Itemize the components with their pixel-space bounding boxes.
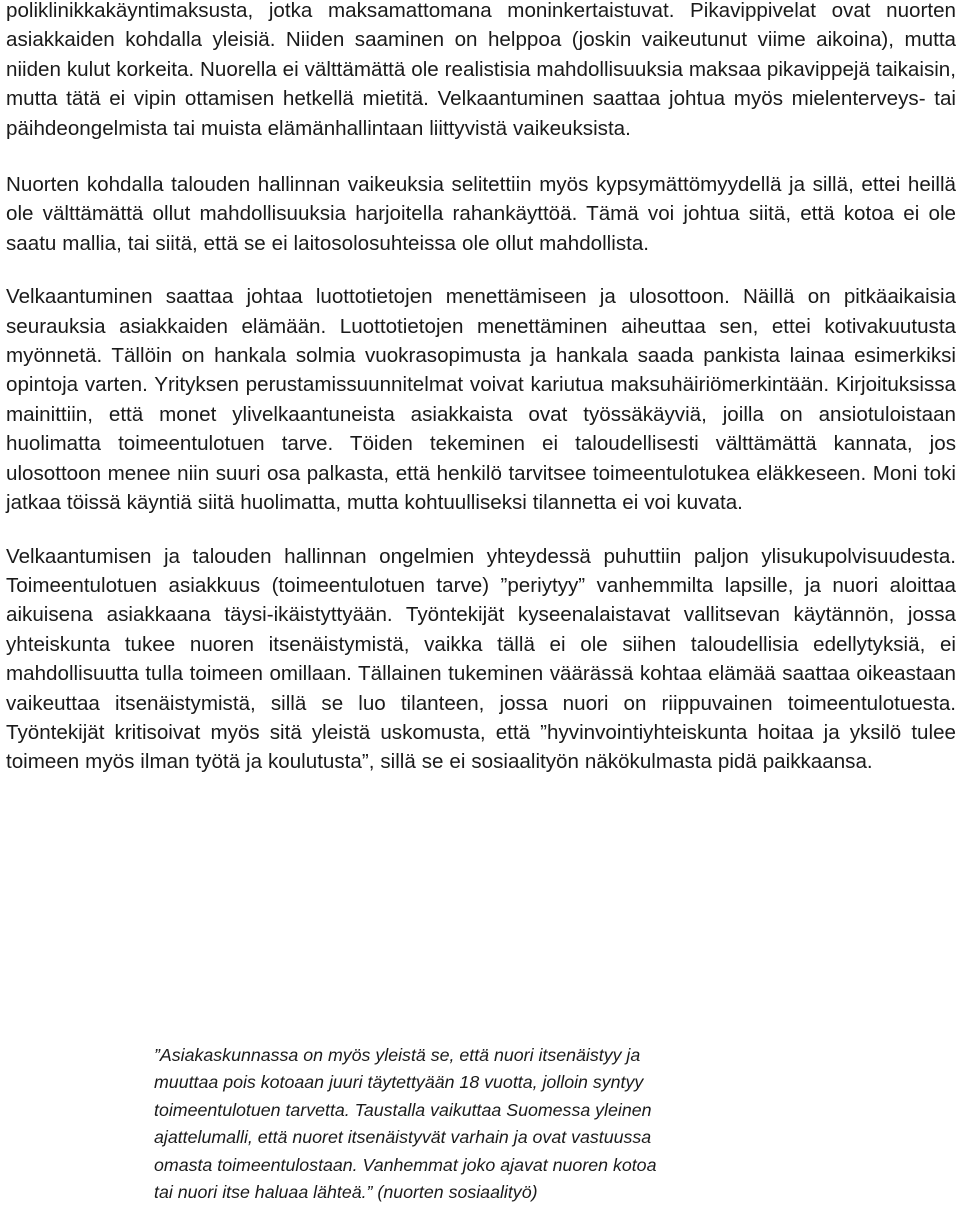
paragraph-debt-causes: poliklinikkakäyntimaksusta, jotka maksamattomana moninkertaistuvat. Pikavippivelat ovat nuorten asiakkaiden kohdalla yleisiä. Niiden saaminen on helppoa (joskin vaikeutunut viime aikoina), mutta niiden kulut korkeita. Nuorella ei välttämättä ole realistisia mahdollisuuksia maksaa pikavippejä taikaisin, mutta tätä ei vipin ottamisen hetkellä mietitä. Velkaantuminen saattaa johtua myös mielenterveys- tai päihdeongelmista tai muista elämänhallintaan liittyvistä vaikeuksista. — [6, 0, 956, 140]
paragraph-immaturity: Nuorten kohdalla talouden hallinnan vaikeuksia selitettiin myös kypsymättömyydellä ja sillä, ettei heillä ole välttämättä ollut mahdollisuuksia harjoitella rahankäyttöä. Tämä voi johtua siitä, että kotoa ei ole saatu mallia, tai siitä, että se ei laitosolosuhteissa ole ollut mahdollista. — [6, 173, 956, 255]
paragraph-intergenerational: Velkaantumisen ja talouden hallinnan ongelmien yhteydessä puhuttiin paljon ylisukupolvisuudesta. Toimeentulotuen asiakkuus (toimeentulotuen tarve) ”periytyy” vanhemmilta lapsille, ja nuori aloittaa aikuisena asiakkaana täysi-ikäistyttyään. Työntekijät kyseenalaistavat vallitsevan käytännön, jossa yhteiskunta tukee nuoren itsenäistymistä, vaikka tällä ei ole siihen taloudellisia edellytyksiä, ei mahdollisuutta tulla toimeen omillaan. Tällainen tukeminen väärässä kohtaa elämää saattaa oikeastaan vaikeuttaa itsenäistymistä, sillä se luo tilanteen, jossa nuori on riippuvainen toimeentulotuesta. Työntekijät kritisoivat myös sitä yleistä uskomusta, että ”hyvinvointiyhteiskunta hoitaa ja yksilö tulee toimeen myös ilman työtä ja koulutusta”, sillä se ei sosiaalityön näkökulmasta pidä paikkaansa. — [6, 544, 956, 774]
paragraph-credit-consequences: Velkaantuminen saattaa johtaa luottotietojen menettämiseen ja ulosottoon. Näillä on pitkäaikaisia seurauksia asiakkaiden elämään. Luottotietojen menettäminen aiheuttaa sen, ettei kotivakuutusta myönnetä. Tällöin on hankala solmia vuokrasopimusta ja hankala saada pankista lainaa esimerkiksi opintoja varten. Yrityksen perustamissuunnitelmat voivat kariutua maksuhäiriömerkintään. Kirjoituksissa mainittiin, että monet ylivelkaantuneista asiakkaista ovat työssäkäyviä, joilla on ansiotuloistaan huolimatta toimeentulotuen tarve. Töiden tekeminen ei taloudellisesti välttämättä kannata, jos ulosottoon menee niin suuri osa palkasta, että henkilö tarvitsee toimeentulotukea eläkkeseen. Moni toki jatkaa töissä käyntiä siitä huolimatta, mutta kohtuulliseksi tilannetta ei voi kuvata. — [6, 285, 956, 515]
document-body — [6, 0, 956, 777]
quote-line: ajattelumalli, että nuoret itsenäistyvät varhain ja ovat vastuussa — [154, 1127, 652, 1148]
quote-line: muuttaa pois kotoaan juuri täytettyään 18 vuotta, jolloin syntyy — [154, 1072, 644, 1093]
quote-line: ”Asiakaskunnassa on myös yleistä se, että nuori itsenäistyy ja — [154, 1045, 641, 1065]
quote-line: toimeentulotuen tarvetta. Taustalla vaikuttaa Suomessa yleinen — [154, 1099, 652, 1120]
quote-line: tai nuori itse haluaa lähteä.” (nuorten sosiaalityö) — [154, 1182, 538, 1203]
block-quote — [154, 1042, 834, 1206]
quote-line: omasta toimeentulostaan. Vanhemmat joko ajavat nuoren kotoa — [154, 1154, 657, 1175]
